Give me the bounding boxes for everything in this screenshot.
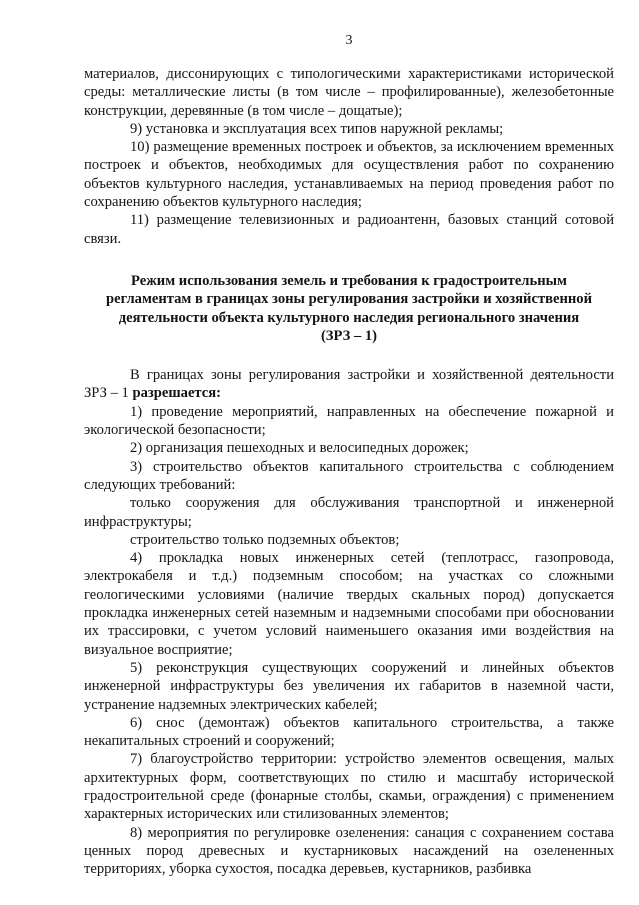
intro-text: В границах зоны регулирования застройки и хозяйственной деятельности ЗРЗ – 1 xyxy=(84,367,614,402)
heading-line: деятельности объекта культурного наследия регионального значения xyxy=(118,309,580,326)
paragraph-item-5: 5) реконструкция существующих сооружений и линейных объектов инженерной инфраструктуры без увеличения их габаритов в наземной части, устранение надземных электрических кабелей; xyxy=(84,659,614,713)
paragraph-item-4: 4) прокладка новых инженерных сетей (теплотрасс, газопровода, электрокабеля и т.д.) подземным способом; на участках со сложными геологическими условиями (наличие твердых скальных пород) допускается прокладка инженерных сетей наземным и надземными способами при обосновании их трассировки, с учетом условий наименьшего оказания ими воздействия на визуальное восприятие; xyxy=(84,550,614,658)
paragraph-item-3: 3) строительство объектов капитального строительства с соблюдением следующих требований: xyxy=(84,458,614,493)
page-number: 3 xyxy=(345,33,353,48)
heading-line: Режим использования земель и требования к градостроительным xyxy=(131,272,567,289)
paragraph-item-6: 6) снос (демонтаж) объектов капитального строительства, а также некапитальных строений и сооружений; xyxy=(84,714,614,750)
paragraph-item-11: 11) размещение телевизионных и радиоантенн, базовых станций сотовой связи. xyxy=(84,212,614,247)
paragraph-intro xyxy=(84,366,614,403)
intro-bold-text: разрешается: xyxy=(132,385,222,402)
paragraph-item-8: 8) мероприятия по регулировке озеленения: санация с сохранением состава ценных пород древесных и кустарниковых насаждений на озелененных территориях, уборка сухостоя, посадка деревьев, кустарников, разбивка xyxy=(84,824,614,878)
section-heading xyxy=(84,272,614,345)
heading-line: (ЗРЗ – 1) xyxy=(320,327,378,344)
paragraph-item-7: 7) благоустройство территории: устройство элементов освещения, малых архитектурных форм, соответствующих по стилю и масштабу исторической градостроительной среде (фонарные столбы, скамьи, ограждения) с применением характерных исторических или стилизованных элементов; xyxy=(84,751,614,823)
heading-line: регламентам в границах зоны регулирования застройки и хозяйственной xyxy=(106,291,592,308)
paragraph-continuation: материалов, диссонирующих с типологическими характеристиками исторической среды: металлические листы (в том числе – профилированные), железобетонные конструкции, деревянные (в том числе – дощатые); xyxy=(84,66,614,119)
paragraph-sub-requirement: строительство только подземных объектов; xyxy=(130,531,400,548)
paragraph-item-10: 10) размещение временных построек и объектов, за исключением временных построек и объектов, необходимых для осуществления работ по сохранению объектов культурного наследия, устанавливаемых на период проведения работ по сохранению объектов культурного наследия; xyxy=(84,139,614,211)
paragraph-item-2: 2) организация пешеходных и велосипедных дорожек; xyxy=(130,440,469,457)
document-page xyxy=(84,32,614,878)
paragraph-item-1: 1) проведение мероприятий, направленных на обеспечение пожарной и экологической безопасности; xyxy=(84,403,614,439)
paragraph-item-9: 9) установка и эксплуатация всех типов наружной рекламы; xyxy=(130,120,504,137)
paragraph-sub-requirement: только сооружения для обслуживания транспортной и инженерной инфраструктуры; xyxy=(84,495,614,530)
